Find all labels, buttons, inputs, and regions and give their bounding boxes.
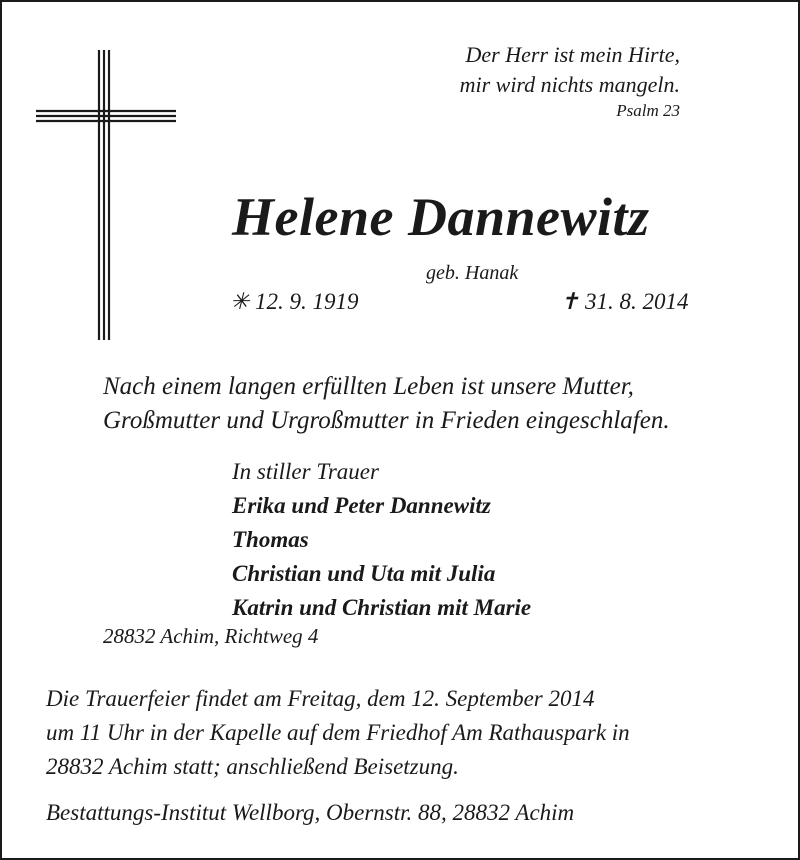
birth-star-icon: ✳ <box>230 289 250 314</box>
family-address: 28832 Achim, Richtweg 4 <box>103 624 319 648</box>
mourners-list <box>232 489 531 625</box>
death-date-value: 31. 8. 2014 <box>585 289 689 314</box>
service-line-2: um 11 Uhr in der Kapelle auf dem Friedhof Am Rathauspark in <box>46 720 630 745</box>
mourning-intro: In stiller Trauer <box>232 459 379 484</box>
psalm-reference: Psalm 23 <box>616 101 680 120</box>
death-date <box>560 289 689 315</box>
deceased-name: Helene Dannewitz <box>232 187 650 247</box>
service-line-1: Die Trauerfeier findet am Freitag, dem 12. September 2014 <box>46 686 595 711</box>
mourner-name: Thomas <box>232 527 309 552</box>
psalm-quote <box>460 40 680 122</box>
birth-date <box>230 289 359 315</box>
psalm-line-1: Der Herr ist mein Hirte, <box>465 42 680 67</box>
mourner-name: Christian und Uta mit Julia <box>232 561 496 586</box>
mourner-name: Katrin und Christian mit Marie <box>232 595 532 620</box>
service-line-3: 28832 Achim statt; anschließend Beisetzung. <box>46 754 459 779</box>
death-cross-icon: ✝ <box>560 289 580 314</box>
mourner-name: Erika und Peter Dannewitz <box>232 493 491 518</box>
funeral-home: Bestattungs-Institut Wellborg, Obernstr. 88, 28832 Achim <box>46 800 575 825</box>
announcement-line-1: Nach einem langen erfüllten Leben ist unsere Mutter, <box>103 373 634 400</box>
announcement-line-2: Großmutter und Urgroßmutter in Frieden eingeschlafen. <box>103 407 670 434</box>
psalm-line-2: mir wird nichts mangeln. <box>459 72 680 97</box>
service-info <box>46 682 630 784</box>
birth-date-value: 12. 9. 1919 <box>255 289 359 314</box>
maiden-name: geb. Hanak <box>426 262 519 284</box>
announcement-text <box>103 370 670 438</box>
